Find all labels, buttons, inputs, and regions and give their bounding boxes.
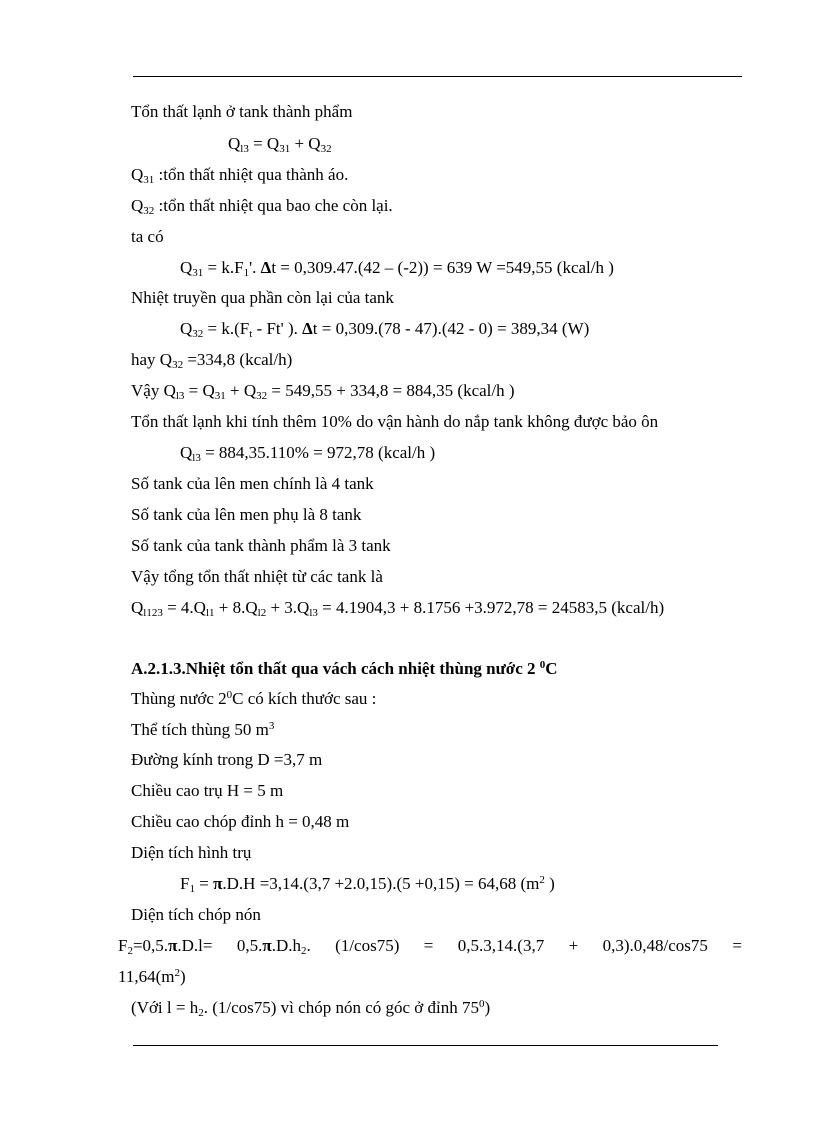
section-heading: A.2.1.3.Nhiệt tổn thất qua vách cách nhiệt thùng nước 2 $^0$C [131,659,558,678]
text-line: Đường kính trong D =3,7 m [131,750,323,769]
text-line: Nhiệt truyền qua phần còn lại của tank [131,288,394,307]
text-line: Tổn thất lạnh khi tính thêm 10% do vận hành do nắp tank không được bảo ôn [131,412,659,431]
formula-term: 0,3).0,48/cos75 [602,936,708,955]
text-line: Vậy $Q_{l3} = Q_{31} + Q_{32} = 549,55 + 334,8 = 884,35$ (kcal/h ) [131,381,515,402]
formula-line-justified [118,936,742,956]
formula-line: $11,64(m^2)$ [118,967,186,986]
text-line: Số tank của lên men chính là 4 tank [131,474,374,493]
text-line: Số tank của tank thành phẩm là 3 tank [131,536,391,555]
formula-line: $Q_{l3} = Q_{31} + Q_{32}$ [228,134,332,155]
text-line: $Q_{31}$ :tổn thất nhiệt qua thành áo. [131,165,349,186]
text-line: Chiều cao trụ H = 5 m [131,781,284,800]
formula-term: = [732,936,742,955]
formula-term: + [568,936,579,955]
formula-term: $F_2=0,5.\pi.D.l=$ [118,936,213,957]
formula-term: $0,5.\pi.D.h_2$. [236,936,311,957]
text-line: $Q_{32}$ :tổn thất nhiệt qua bao che còn lại. [131,196,393,217]
formula-term: 0,5.3,14.(3,7 [457,936,545,955]
text-line: (Với $l = h_2$. (1/cos75) vì chóp nón có góc ở đỉnh $75^0$) [131,998,491,1019]
formula-line: $Q_{l3} = 884,35.110\% = 972,78$ (kcal/h ) [180,443,436,464]
text-line: Thùng nước $2^0C$ có kích thước sau : [131,689,377,708]
text-line: Tổn thất lạnh ở tank thành phẩm [131,102,353,121]
formula-line: $Q_{l123} = 4.Q_{l1} + 8.Q_{l2} + 3.Q_{l3} = 4.1904,3 + 8.1756 +3.972,78 = 24583,5$ (kcal/h) [131,598,665,619]
formula-term: = [423,936,434,955]
footer-rule [133,1045,718,1046]
formula-line: $Q_{32} = k.(F_t - Ft'$ ). Δt = 0,309.(78 - 47).(42 - 0) = 389,34 (W) [180,319,590,340]
text-line: Chiều cao chóp đỉnh h = 0,48 m [131,812,350,831]
formula-line: $Q_{31} = k.F_1'$. Δt = 0,309.47.(42 – (-2)) = 639 W =549,55 (kcal/h ) [180,258,614,279]
formula-term: (1/cos75) [335,936,400,955]
text-line: hay $Q_{32} =334,8$ (kcal/h) [131,350,293,371]
text-line: Diện tích hình trụ [131,843,252,862]
header-rule [133,76,742,77]
text-line: Số tank của lên men phụ là 8 tank [131,505,362,524]
text-line: Thể tích thùng 50 $m^3$ [131,720,275,739]
text-line: Vậy tổng tổn thất nhiệt từ các tank là [131,567,383,586]
formula-line: $F_1 = \pi.D.H =3,14.(3,7 +2.0,15).(5 +0,15) = 64,68$ ($m^2$ ) [180,874,555,895]
text-line: ta có [131,227,164,246]
text-line: Diện tích chóp nón [131,905,261,924]
